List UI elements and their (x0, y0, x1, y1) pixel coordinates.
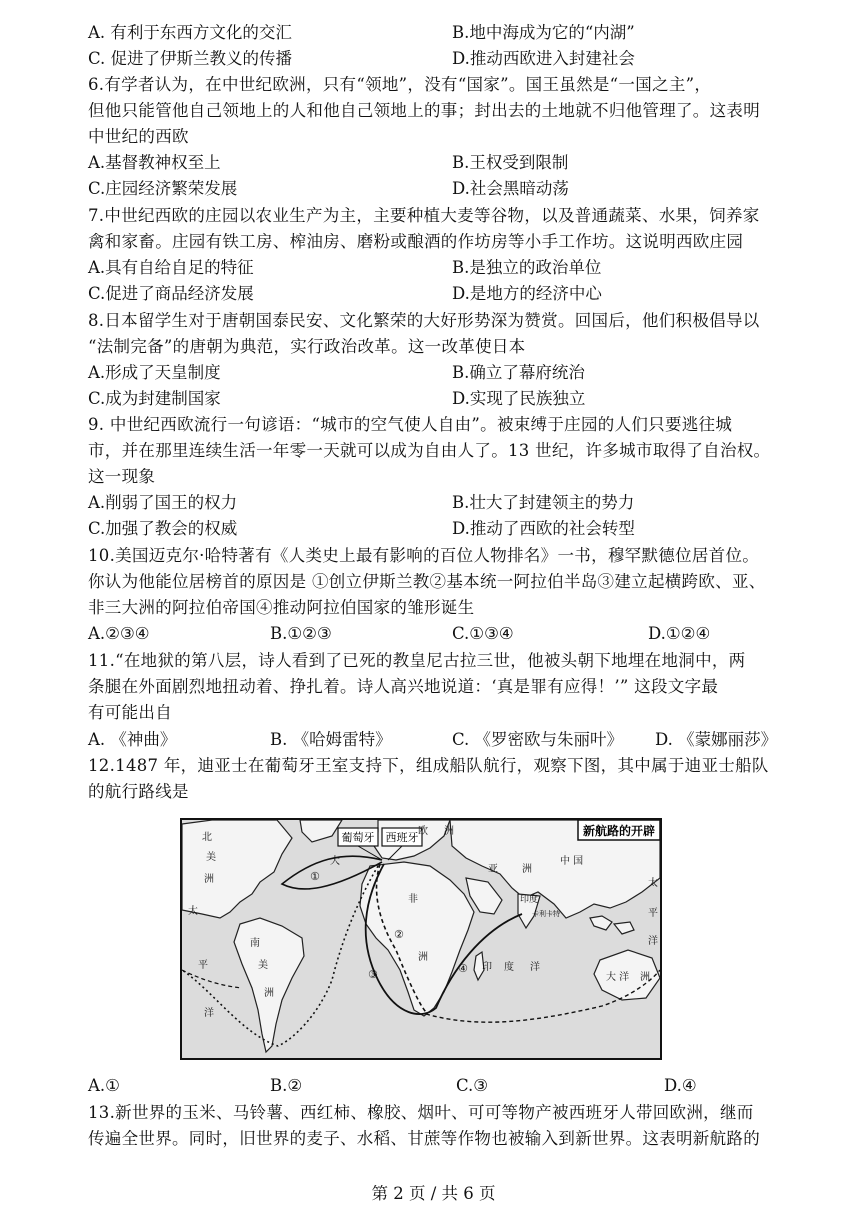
q6-option-a: A.基督教神权至上 (88, 153, 221, 172)
q11-option-d: D. 《蒙娜丽莎》 (655, 730, 778, 749)
route-label-2: ② (394, 928, 404, 941)
q5-option-d: D.推动西欧进入封建社会 (452, 49, 635, 68)
q5-option-c: C. 促进了伊斯兰教义的传播 (88, 49, 293, 68)
route-label-1: ① (310, 870, 320, 883)
q9-option-b: B.壮大了封建领主的势力 (452, 493, 635, 512)
q7-option-b: B.是独立的政治单位 (452, 258, 602, 277)
label-zhou-ou: 洲 (444, 826, 454, 837)
label-spain: 西班牙 (385, 831, 419, 844)
q8-option-d: D.实现了民族独立 (452, 389, 586, 408)
q7-option-a: A.具有自给自足的特征 (88, 258, 254, 277)
label-tai-2: 太 (648, 878, 658, 889)
q11-option-a: A. 《神曲》 (88, 730, 177, 749)
label-mei-2: 美 (258, 960, 268, 971)
label-tai: 太 (188, 906, 198, 917)
label-zhou-ya: 洲 (522, 864, 532, 875)
q11-option-b: B. 《哈姆雷特》 (270, 730, 392, 749)
q6-stem-line-2: 但他只能管他自己领地上的人和他自己领地上的事；封出去的土地就不归他管理了。这表明 (88, 101, 760, 120)
q7-stem-line-1: 7.中世纪西欧的庄园以农业生产为主，主要种植大麦等谷物，以及普通蔬菜、水果，饲养家 (88, 206, 760, 225)
q6-stem-line-3: 中世纪的西欧 (88, 127, 189, 146)
label-ping-2: 平 (648, 908, 658, 919)
q10-option-b: B.①②③ (270, 624, 332, 643)
q11-option-c: C. 《罗密欧与朱丽叶》 (452, 730, 624, 749)
label-north: 北 (202, 832, 212, 843)
q10-stem-line-1: 10.美国迈克尔·哈特著有《人类史上最有影响的百位人物排名》一书，穆罕默德位居首位。 (88, 546, 760, 565)
map-title: 新航路的开辟 (582, 824, 656, 838)
q9-option-c: C.加强了教会的权威 (88, 519, 238, 538)
label-china: 中 国 (560, 856, 584, 867)
q13-stem-line-1: 13.新世界的玉米、马铃薯、西红柿、橡胶、烟叶、可可等物产被西班牙人带回欧洲，继而 (88, 1103, 754, 1122)
label-zhou-2: 洲 (264, 988, 274, 999)
q11-stem-line-3: 有可能出自 (88, 703, 172, 722)
label-fei: 非 (408, 894, 418, 905)
label-yin: 印 (482, 962, 492, 973)
label-yang-3: 洋 (648, 936, 658, 947)
label-zhou-oc: 洲 (640, 972, 650, 983)
q7-stem-line-2: 禽和家畜。庄园有铁工房、榨油房、磨粉或酿酒的作坊房等小手工作坊。这说明西欧庄园 (88, 232, 744, 251)
q10-stem-line-2: 你认为他能位居榜首的原因是 ①创立伊斯兰教②基本统一阿拉伯半岛③建立起横跨欧、亚、 (88, 572, 766, 591)
label-calicut: 卡利卡特 (532, 910, 560, 918)
q7-option-d: D.是地方的经济中心 (452, 284, 602, 303)
label-ya: 亚 (488, 864, 498, 875)
q8-option-a: A.形成了天皇制度 (88, 363, 221, 382)
q10-option-c: C.①③④ (452, 624, 514, 643)
q6-stem-line-1: 6.有学者认为，在中世纪欧洲，只有“领地”，没有“国家”。国王虽然是“一国之主”， (88, 75, 712, 94)
label-america-1: 美 (206, 852, 216, 863)
q8-stem-line-2: “法制完备”的唐朝为典范，实行政治改革。这一改革使日本 (88, 337, 526, 356)
label-ou: 欧 (418, 826, 428, 837)
label-ping: 平 (198, 960, 208, 971)
q12-option-d: D.④ (664, 1076, 697, 1095)
q12-stem-line-2: 的航行路线是 (88, 782, 189, 801)
label-portugal: 葡萄牙 (341, 831, 375, 844)
page-footer: 第 2 页 / 共 6 页 (371, 1184, 496, 1203)
q10-option-a: A.②③④ (88, 624, 150, 643)
route-label-4: ④ (458, 962, 468, 975)
q6-option-c: C.庄园经济繁荣发展 (88, 179, 238, 198)
q12-stem-line-1: 12.1487 年，迪亚士在葡萄牙王室支持下，组成船队航行，观察下图，其中属于迪亚士船队 (88, 756, 769, 775)
new-routes-map (180, 818, 662, 1060)
q8-stem-line-1: 8.日本留学生对于唐朝国泰民安、文化繁荣的大好形势深为赞赏。回国后，他们积极倡导以 (88, 311, 760, 330)
q9-stem-line-1: 9. 中世纪西欧流行一句谚语：“城市的空气使人自由”。被束缚于庄园的人们只要逃往城 (88, 415, 733, 434)
label-zhou-3: 洲 (418, 952, 428, 963)
label-du: 度 (504, 962, 514, 973)
label-yang-2: 洋 (530, 962, 540, 973)
label-dayang: 大 洋 (606, 972, 630, 983)
q9-option-d: D.推动了西欧的社会转型 (452, 519, 635, 538)
q8-option-b: B.确立了幕府统治 (452, 363, 585, 382)
q7-option-c: C.促进了商品经济发展 (88, 284, 254, 303)
label-yang: 洋 (204, 1008, 214, 1019)
q13-stem-line-2: 传遍全世界。同时，旧世界的麦子、水稻、甘蔗等作物也被输入到新世界。这表明新航路的 (88, 1129, 760, 1148)
q8-option-c: C.成为封建制国家 (88, 389, 221, 408)
q9-stem-line-3: 这一现象 (88, 467, 156, 486)
q12-option-c: C.③ (456, 1076, 489, 1095)
q6-option-b: B.王权受到限制 (452, 153, 569, 172)
label-zhou-1: 洲 (204, 874, 214, 885)
q12-option-a: A.① (88, 1076, 120, 1095)
q10-stem-line-3: 非三大洲的阿拉伯帝国④推动阿拉伯国家的雏形诞生 (88, 598, 475, 617)
q9-option-a: A.削弱了国王的权力 (88, 493, 238, 512)
label-nan: 南 (250, 938, 260, 949)
q11-stem-line-1: 11.“在地狱的第八层，诗人看到了已死的教皇尼古拉三世，他被头朝下地埋在地洞中，两 (88, 651, 746, 670)
q6-option-d: D.社会黑暗动荡 (452, 179, 569, 198)
q9-stem-line-2: 市，并在那里连续生活一年零一天就可以成为自由人了。13 世纪，许多城市取得了自治权。 (88, 441, 771, 460)
q10-option-d: D.①②④ (648, 624, 711, 643)
label-india: 印度 (520, 895, 539, 905)
q5-option-a: A. 有利于东西方文化的交汇 (88, 23, 292, 42)
q11-stem-line-2: 条腿在外面剧烈地扭动着、挣扎着。诗人高兴地说道：‘真是罪有应得！’” 这段文字最 (88, 677, 719, 696)
label-da: 大 (330, 856, 340, 867)
q12-option-b: B.② (270, 1076, 303, 1095)
route-label-3: ③ (368, 968, 378, 981)
q5-option-b: B.地中海成为它的“内湖” (452, 23, 635, 42)
